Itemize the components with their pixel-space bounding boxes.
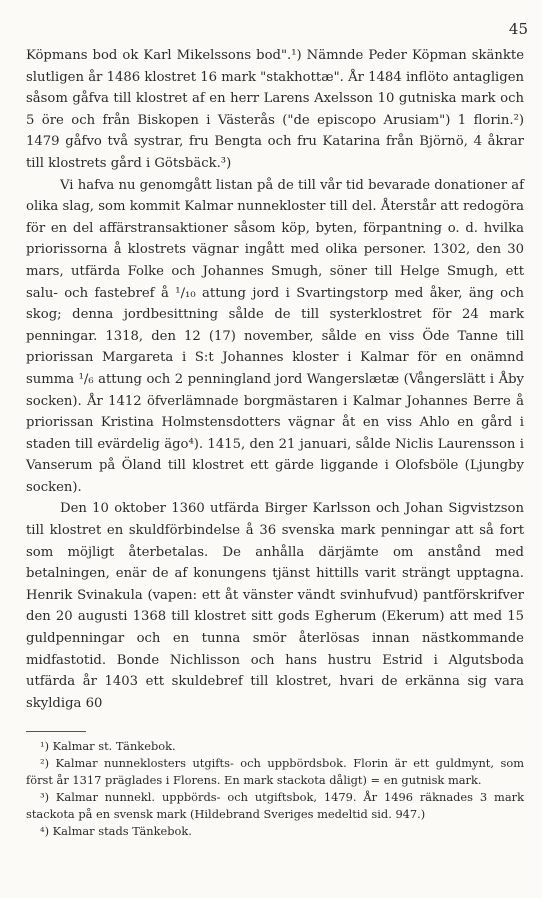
footnote-text: Kalmar stads Tänkebok.: [52, 824, 192, 838]
paragraph: Vi hafva nu genomgått listan på de till vår tid bevarade donationer af olika slag, som kommit Kalmar nunnekloster till del. Återstår att redogöra för en del affärstransaktioner såsom köp, byten, förpantning o. d. hvilka priorissorna å klostrets vägnar ingått med olika personer. 1302, den 30 mars, utfärda Folke och Johannes Smugh, söner till Helge Smugh, ett salu- och fastebref å ¹/₁₀ attung jord i Svartingstorp med åker, äng och skog; denna jordbesittning sålde de till systerklostret för 24 mark penningar. 1318, den 12 (17) november, sålde en viss Öde Tanne till priorissan Margareta i S:t Johannes kloster i Kalmar för en onämnd summa ¹/₆ attung och 2 penningland jord Wangerslætæ (Vångerslätt i Åby socken). År 1412 öfverlämnade borgmästaren i Kalmar Johannes Berre å priorissan Kristina Holmstensdotters vägnar åt en viss Ahlo en gård i staden till evärdelig ägo⁴). 1415, den 21 januari, sålde Niclis Laurensson i Vanserum på Öland till klostret ett gärde liggande i Olofsböle (Ljungby socken).: [26, 177, 524, 495]
footnotes: [26, 738, 524, 840]
footnote-marker: ³): [40, 790, 50, 804]
page-number: 45: [508, 20, 528, 38]
footnote-text: Kalmar nunnekl. uppbörds- och utgiftsbok, 1479. År 1496 räknades 3 mark stackota på en svensk mark (Hildebrand Sveriges medeltid sid. 947.): [26, 790, 524, 821]
footnote-text: Kalmar nunneklosters utgifts- och uppbördsbok. Florin är ett guldmynt, som först år 1317 präglades i Florens. En mark stackota dåligt) = en gutnisk mark.: [26, 756, 525, 787]
footnote-text: Kalmar st. Tänkebok.: [52, 739, 176, 753]
footnote-marker: ¹): [40, 739, 50, 753]
body-text: [26, 45, 524, 714]
footnote-marker: ⁴): [40, 824, 50, 838]
footnote: [26, 789, 524, 823]
footnote: [26, 738, 524, 755]
footnote-marker: ²): [40, 756, 50, 770]
paragraph: Köpmans bod ok Karl Mikelssons bod".¹) Nämnde Peder Köpman skänkte slutligen år 1486 klostret 16 mark "stakhottæ". År 1484 inflöto antagligen såsom gåfva till klostret af en herr Larens Axelsson 10 gutniska mark och 5 öre och från Biskopen i Västerås ("de episcopo Arusiam") 1 florin.²) 1479 gåfvo två systrar, fru Bengta och fru Katarina från Björnö, 4 åkrar till klostrets gård i Götsbäck.³): [26, 48, 524, 171]
footnote: [26, 823, 524, 840]
footnote: [26, 755, 524, 789]
footnote-divider: [26, 731, 86, 732]
paragraph: Den 10 oktober 1360 utfärda Birger Karlsson och Johan Sigvistzson till klostret en skuldförbindelse å 36 svenska mark penningar att så fort som möjligt återbetalas. De anhålla därjämte om anstånd med betalningen, enär de af konungens tjänst hittills varit strängt upptagna. Henrik Svinakula (vapen: ett åt vänster vändt svinhufvud) pantförskrifver den 20 augusti 1368 till klostret sitt gods Egherum (Ekerum) att med 15 guldpenningar och en tunna smör återlösas innan nästkommande midfastotid. Bonde Nichlisson och hans hustru Estrid i Algutsboda utfärda år 1403 ett skuldebref till klostret, hvari de erkänna sig vara skyldiga 60: [26, 501, 524, 711]
